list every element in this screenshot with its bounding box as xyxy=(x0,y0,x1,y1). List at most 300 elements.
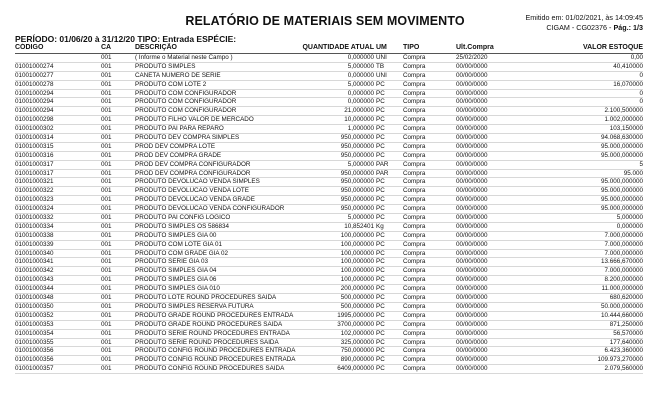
cell-quantidade: 950,000000 xyxy=(340,205,374,213)
cell-um: PC xyxy=(376,294,385,302)
cell-codigo: 01001000294 xyxy=(15,98,54,106)
cell-descricao: PRODUTO COM CONFIGURADOR xyxy=(135,89,237,97)
cell-descricao: PRODUTO SERIE GIA 03 xyxy=(135,258,209,266)
cell-valor-estoque: 2.079,560000 xyxy=(604,365,643,373)
cell-quantidade: 100,000000 xyxy=(340,258,374,266)
cell-tipo: Compra xyxy=(403,196,426,204)
table-row xyxy=(15,134,643,143)
cell-valor-estoque: 6.423,360000 xyxy=(604,347,643,355)
page-number: Pág.: 1/3 xyxy=(613,23,643,32)
cell-codigo: 01001000321 xyxy=(15,178,54,186)
cell-quantidade: 0,000000 xyxy=(347,89,374,97)
cell-ca: 001 xyxy=(101,125,112,133)
cell-valor-estoque: 0 xyxy=(639,89,643,97)
cell-tipo: Compra xyxy=(403,98,426,106)
cell-quantidade: 5,000000 xyxy=(347,214,374,222)
cell-ca: 001 xyxy=(101,249,112,257)
cell-ca: 001 xyxy=(101,285,112,293)
cell-quantidade: 102,000000 xyxy=(340,329,374,337)
cell-codigo: 01001000356 xyxy=(15,356,54,364)
cell-quantidade: 21,000000 xyxy=(344,107,374,115)
table-row xyxy=(15,214,643,223)
cell-ca: 001 xyxy=(101,98,112,106)
cell-descricao: PRODUTO COM CONFIGURADOR xyxy=(135,98,237,106)
cell-ult-compra: 00/00/0000 xyxy=(456,365,488,373)
report-title: RELATÓRIO DE MATERIAIS SEM MOVIMENTO xyxy=(185,14,465,28)
cell-quantidade: 750,000000 xyxy=(340,347,374,355)
table-row xyxy=(15,312,643,321)
cell-valor-estoque: 95.000,000000 xyxy=(600,196,643,204)
cell-descricao: PRODUTO SIMPLES GIA 04 xyxy=(135,267,217,275)
table-row xyxy=(15,250,643,259)
cell-ca: 001 xyxy=(101,80,112,88)
cell-ca: 001 xyxy=(101,116,112,124)
cell-ult-compra: 00/00/0000 xyxy=(456,276,488,284)
cell-ult-compra: 00/00/0000 xyxy=(456,160,488,168)
cell-ca: 001 xyxy=(101,231,112,239)
cell-tipo: Compra xyxy=(403,240,426,248)
cell-ca: 001 xyxy=(101,294,112,302)
cell-um: PC xyxy=(376,205,385,213)
cell-um: PC xyxy=(376,338,385,346)
cell-valor-estoque: 0,000000 xyxy=(616,222,643,230)
cell-ult-compra: 00/00/0000 xyxy=(456,62,488,70)
cell-descricao: PRODUTO SIMPLES GIA 010 xyxy=(135,285,220,293)
cell-ca: 001 xyxy=(101,329,112,337)
cell-um: PC xyxy=(376,142,385,150)
cell-valor-estoque: 103,150000 xyxy=(609,125,643,133)
cell-tipo: Compra xyxy=(403,62,426,70)
cell-valor-estoque: 5,000000 xyxy=(616,214,643,222)
table-row xyxy=(15,170,643,179)
table-row xyxy=(15,267,643,276)
table-row xyxy=(15,241,643,250)
cell-valor-estoque: 11.000,000000 xyxy=(601,285,643,293)
table-row xyxy=(15,116,643,125)
cell-ca: 001 xyxy=(101,187,112,195)
cell-codigo: 01001000352 xyxy=(15,311,54,319)
cell-codigo: 01001000323 xyxy=(15,196,54,204)
cell-um: PC xyxy=(376,311,385,319)
cell-ult-compra: 00/00/0000 xyxy=(456,187,488,195)
cell-ult-compra: 00/00/0000 xyxy=(456,240,488,248)
cell-um: PC xyxy=(376,329,385,337)
cell-um: PC xyxy=(376,356,385,364)
cell-quantidade: 950,000000 xyxy=(340,134,374,142)
cell-tipo: Compra xyxy=(403,276,426,284)
cell-tipo: Compra xyxy=(403,294,426,302)
cell-valor-estoque: 95.000,000000 xyxy=(600,178,643,186)
cell-valor-estoque: 0,00 xyxy=(630,54,643,61)
cell-descricao: PRODUTO SERIE ROUND PROCEDURES ENTRADA xyxy=(135,329,290,337)
cell-descricao: PRODUTO CONFIG ROUND PROCEDURES ENTRADA xyxy=(135,356,296,364)
table-row xyxy=(15,54,643,63)
cell-tipo: Compra xyxy=(403,311,426,319)
header-quantidade: QUANTIDADE ATUAL xyxy=(302,44,374,51)
cell-ca: 001 xyxy=(101,178,112,186)
table-row xyxy=(15,303,643,312)
cell-tipo: Compra xyxy=(403,329,426,337)
system-code: CIGAM - CG02376 - xyxy=(546,23,614,32)
header-ult-compra: Ult.Compra xyxy=(456,44,494,51)
cell-quantidade: 10,000000 xyxy=(344,116,374,124)
cell-tipo: Compra xyxy=(403,320,426,328)
cell-descricao: PRODUTO SIMPLES GIA 00 xyxy=(135,231,217,239)
period-filter: PERÍODO: 01/06/20 à 31/12/20 TIPO: Entrada ESPÉCIE: xyxy=(15,34,237,44)
cell-ult-compra: 00/00/0000 xyxy=(456,71,488,79)
cell-quantidade: 1,000000 xyxy=(347,125,374,133)
header-valor-estoque: VALOR ESTOQUE xyxy=(582,44,643,51)
cell-descricao: PRODUTO COM GRADE GIA 02 xyxy=(135,249,228,257)
cell-codigo: 01001000356 xyxy=(15,347,54,355)
table-body xyxy=(15,54,643,374)
cell-ca: 001 xyxy=(101,267,112,275)
cell-quantidade: 10,852401 xyxy=(344,222,374,230)
cell-descricao: PRODUTO GRADE ROUND PROCEDURES ENTRADA xyxy=(135,311,294,319)
cell-um: PC xyxy=(376,125,385,133)
cell-ca: 001 xyxy=(101,320,112,328)
table-row xyxy=(15,223,643,232)
table-row xyxy=(15,258,643,267)
cell-ult-compra: 00/00/0000 xyxy=(456,151,488,159)
cell-codigo: 01001000348 xyxy=(15,294,54,302)
cell-um: PC xyxy=(376,187,385,195)
cell-ult-compra: 00/00/0000 xyxy=(456,214,488,222)
header-tipo: TIPO xyxy=(403,44,420,51)
cell-descricao: PRODUTO DEV COMPRA SIMPLES xyxy=(135,134,240,142)
cell-descricao: PRODUTO DEVOLUCAO VENDA SIMPLES xyxy=(135,178,260,186)
cell-um: Kg xyxy=(376,222,384,230)
cell-ca: 001 xyxy=(101,169,112,177)
cell-valor-estoque: 0 xyxy=(639,71,643,79)
cell-quantidade: 100,000000 xyxy=(340,276,374,284)
cell-codigo: 01001000340 xyxy=(15,249,54,257)
cell-um: TB xyxy=(376,62,385,70)
cell-ult-compra: 00/00/0000 xyxy=(456,302,488,310)
cell-tipo: Compra xyxy=(403,107,426,115)
cell-um: PC xyxy=(376,231,385,239)
cell-codigo: 01001000294 xyxy=(15,107,54,115)
table-row xyxy=(15,339,643,348)
cell-ca: 001 xyxy=(101,160,112,168)
cell-ult-compra: 00/00/0000 xyxy=(456,178,488,186)
cell-quantidade: 950,000000 xyxy=(340,169,374,177)
cell-ca: 001 xyxy=(101,338,112,346)
cell-ult-compra: 00/00/0000 xyxy=(456,231,488,239)
table-row xyxy=(15,330,643,339)
cell-valor-estoque: 95.000,000000 xyxy=(600,187,643,195)
table-row xyxy=(15,187,643,196)
cell-um: PC xyxy=(376,178,385,186)
cell-valor-estoque: 7.000,000000 xyxy=(604,267,643,275)
cell-um: PC xyxy=(376,258,385,266)
cell-descricao: PRODUTO SIMPLES GIA 06 xyxy=(135,276,217,284)
cell-descricao: PRODUTO FILHO VALOR DE MERCADO xyxy=(135,116,254,124)
cell-codigo: 01001000324 xyxy=(15,205,54,213)
cell-tipo: Compra xyxy=(403,365,426,373)
cell-descricao: CANETA NUMERO DE SERIE xyxy=(135,71,221,79)
cell-tipo: Compra xyxy=(403,258,426,266)
cell-valor-estoque: 109.973,270000 xyxy=(597,356,643,364)
cell-ult-compra: 00/00/0000 xyxy=(456,329,488,337)
cell-quantidade: 5,000000 xyxy=(347,62,374,70)
table-row xyxy=(15,161,643,170)
cell-codigo: 01001000353 xyxy=(15,320,54,328)
cell-um: PC xyxy=(376,89,385,97)
cell-um: PC xyxy=(376,365,385,373)
cell-codigo: 01001000274 xyxy=(15,62,54,70)
cell-quantidade: 100,000000 xyxy=(340,249,374,257)
cell-ult-compra: 00/00/0000 xyxy=(456,89,488,97)
cell-um: PC xyxy=(376,302,385,310)
table-row xyxy=(15,63,643,72)
cell-ult-compra: 00/00/0000 xyxy=(456,80,488,88)
table-row xyxy=(15,90,643,99)
cell-um: PAR xyxy=(376,160,389,168)
cell-um: PC xyxy=(376,347,385,355)
cell-quantidade: 950,000000 xyxy=(340,142,374,150)
cell-quantidade: 200,000000 xyxy=(340,285,374,293)
cell-um: PC xyxy=(376,116,385,124)
cell-valor-estoque: 50.000,000000 xyxy=(600,302,643,310)
cell-codigo: 01001000322 xyxy=(15,187,54,195)
cell-codigo: 01001000315 xyxy=(15,142,54,150)
cell-um: PC xyxy=(376,98,385,106)
cell-quantidade: 5,000000 xyxy=(347,80,374,88)
cell-codigo: 01001000334 xyxy=(15,222,54,230)
cell-codigo: 01001000302 xyxy=(15,125,54,133)
cell-descricao: PRODUTO SIMPLES OS 586834 xyxy=(135,222,230,230)
cell-tipo: Compra xyxy=(403,151,426,159)
cell-ca: 001 xyxy=(101,151,112,159)
cell-ult-compra: 00/00/0000 xyxy=(456,267,488,275)
cell-descricao: PROD DEV COMPRA CONFIGURADOR xyxy=(135,160,251,168)
cell-valor-estoque: 10.444,660000 xyxy=(600,311,643,319)
cell-codigo: 01001000357 xyxy=(15,365,54,373)
cell-codigo: 01001000316 xyxy=(15,151,54,159)
table-row xyxy=(15,143,643,152)
cell-ult-compra: 00/00/0000 xyxy=(456,311,488,319)
cell-descricao: PRODUTO COM LOTE GIA 01 xyxy=(135,240,223,248)
cell-tipo: Compra xyxy=(403,205,426,213)
cell-ca: 001 xyxy=(101,89,112,97)
cell-descricao: PRODUTO COM LOTE 2 xyxy=(135,80,207,88)
cell-descricao: PRODUTO DEVOLUCAO VENDA CONFIGURADOR xyxy=(135,205,285,213)
cell-tipo: Compra xyxy=(403,125,426,133)
cell-tipo: Compra xyxy=(403,249,426,257)
cell-um: PC xyxy=(376,240,385,248)
table-row xyxy=(15,356,643,365)
cell-um: UNI xyxy=(376,54,387,61)
cell-quantidade: 950,000000 xyxy=(340,196,374,204)
cell-quantidade: 0,000000 xyxy=(347,98,374,106)
header-codigo: CÓDIGO xyxy=(15,44,44,51)
cell-ult-compra: 00/00/0000 xyxy=(456,258,488,266)
cell-tipo: Compra xyxy=(403,338,426,346)
cell-ca: 001 xyxy=(101,54,112,61)
cell-codigo: 01001000277 xyxy=(15,71,54,79)
system-and-page xyxy=(546,23,643,32)
cell-tipo: Compra xyxy=(403,187,426,195)
cell-codigo: 01001000354 xyxy=(15,329,54,337)
cell-codigo: 01001000342 xyxy=(15,267,54,275)
cell-descricao: PRODUTO SIMPLES RESERVA FUTURA xyxy=(135,302,254,310)
cell-tipo: Compra xyxy=(403,134,426,142)
cell-descricao: PRODUTO SERIE ROUND PROCEDURES SAIDA xyxy=(135,338,279,346)
table-row xyxy=(15,81,643,90)
cell-valor-estoque: 871,250000 xyxy=(609,320,643,328)
cell-um: PAR xyxy=(376,169,389,177)
table-header xyxy=(15,43,643,54)
table-row xyxy=(15,276,643,285)
cell-codigo: 01001000332 xyxy=(15,214,54,222)
cell-quantidade: 1995,000000 xyxy=(337,311,374,319)
cell-ult-compra: 00/00/0000 xyxy=(456,356,488,364)
cell-quantidade: 890,000000 xyxy=(340,356,374,364)
cell-descricao: PRODUTO COM CONFIGURADOR xyxy=(135,107,237,115)
cell-ult-compra: 00/00/0000 xyxy=(456,294,488,302)
table-row xyxy=(15,107,643,116)
cell-um: PC xyxy=(376,107,385,115)
cell-tipo: Compra xyxy=(403,116,426,124)
cell-descricao: PRODUTO SIMPLES xyxy=(135,62,196,70)
cell-valor-estoque: 680,620000 xyxy=(609,294,643,302)
cell-quantidade: 100,000000 xyxy=(340,240,374,248)
cell-um: PC xyxy=(376,285,385,293)
cell-valor-estoque: 56,570000 xyxy=(613,329,643,337)
cell-ult-compra: 00/00/0000 xyxy=(456,205,488,213)
cell-um: PC xyxy=(376,151,385,159)
cell-ult-compra: 25/02/2020 xyxy=(456,54,488,61)
cell-um: PC xyxy=(376,196,385,204)
cell-tipo: Compra xyxy=(403,89,426,97)
cell-ca: 001 xyxy=(101,62,112,70)
cell-tipo: Compra xyxy=(403,302,426,310)
cell-descricao: PRODUTO CONFIG ROUND PROCEDURES SAIDA xyxy=(135,365,285,373)
cell-ult-compra: 00/00/0000 xyxy=(456,285,488,293)
header-descricao: DESCRIÇÃO xyxy=(135,44,178,51)
table-row xyxy=(15,347,643,356)
cell-ca: 001 xyxy=(101,205,112,213)
cell-quantidade: 950,000000 xyxy=(340,151,374,159)
cell-ult-compra: 00/00/0000 xyxy=(456,134,488,142)
cell-um: PC xyxy=(376,214,385,222)
table-row xyxy=(15,98,643,107)
cell-ult-compra: 00/00/0000 xyxy=(456,320,488,328)
table-row xyxy=(15,285,643,294)
cell-ult-compra: 00/00/0000 xyxy=(456,142,488,150)
cell-codigo: 01001000278 xyxy=(15,80,54,88)
cell-codigo: 01001000339 xyxy=(15,240,54,248)
cell-descricao: PRODUTO DEVOLUCAO VENDA GRADE xyxy=(135,196,255,204)
cell-valor-estoque: 95.000,000000 xyxy=(600,151,643,159)
cell-tipo: Compra xyxy=(403,80,426,88)
header-ca: CA xyxy=(101,44,112,51)
cell-valor-estoque: 5 xyxy=(639,160,643,168)
cell-codigo: 01001000314 xyxy=(15,134,54,142)
cell-valor-estoque: 13.666,670000 xyxy=(600,258,643,266)
cell-descricao: PRODUTO DEVOLUCAO VENDA LOTE xyxy=(135,187,249,195)
cell-valor-estoque: 95.000,000000 xyxy=(600,205,643,213)
cell-tipo: Compra xyxy=(403,285,426,293)
cell-tipo: Compra xyxy=(403,222,426,230)
cell-ult-compra: 00/00/0000 xyxy=(456,222,488,230)
cell-um: PC xyxy=(376,80,385,88)
cell-valor-estoque: 16,070000 xyxy=(613,80,643,88)
cell-ca: 001 xyxy=(101,142,112,150)
cell-quantidade: 100,000000 xyxy=(340,267,374,275)
cell-quantidade: 100,000000 xyxy=(340,231,374,239)
cell-codigo: 01001000294 xyxy=(15,89,54,97)
cell-um: UNI xyxy=(376,71,387,79)
cell-valor-estoque: 94.068,630000 xyxy=(600,134,643,142)
cell-um: PC xyxy=(376,267,385,275)
table-row xyxy=(15,178,643,187)
cell-descricao: PRODUTO PAI PARA REPARO xyxy=(135,125,224,133)
cell-valor-estoque: 95.000,000000 xyxy=(600,142,643,150)
cell-ult-compra: 00/00/0000 xyxy=(456,169,488,177)
cell-valor-estoque: 1.002,000000 xyxy=(604,116,643,124)
cell-descricao: PRODUTO LOTE ROUND PROCEDURES SAIDA xyxy=(135,294,277,302)
cell-ca: 001 xyxy=(101,222,112,230)
cell-quantidade: 5,000000 xyxy=(347,160,374,168)
cell-tipo: Compra xyxy=(403,178,426,186)
cell-valor-estoque: 40,410000 xyxy=(613,62,643,70)
cell-tipo: Compra xyxy=(403,267,426,275)
cell-ca: 001 xyxy=(101,196,112,204)
table-row xyxy=(15,152,643,161)
cell-valor-estoque: 8.200,000000 xyxy=(604,276,643,284)
cell-codigo: 01001000341 xyxy=(15,258,54,266)
cell-ult-compra: 00/00/0000 xyxy=(456,249,488,257)
cell-um: PC xyxy=(376,320,385,328)
cell-descricao: ( Informe o Material neste Campo ) xyxy=(135,54,233,61)
table-row xyxy=(15,232,643,241)
cell-valor-estoque: 7.000,000000 xyxy=(604,249,643,257)
cell-um: PC xyxy=(376,276,385,284)
cell-tipo: Compra xyxy=(403,231,426,239)
table-row xyxy=(15,196,643,205)
cell-valor-estoque: 0 xyxy=(639,98,643,106)
table-row xyxy=(15,205,643,214)
cell-tipo: Compra xyxy=(403,142,426,150)
cell-quantidade: 3700,000000 xyxy=(337,320,374,328)
cell-descricao: PRODUTO GRADE ROUND PROCEDURES SAIDA xyxy=(135,320,283,328)
table-row xyxy=(15,72,643,81)
cell-quantidade: 500,000000 xyxy=(340,302,374,310)
cell-descricao: PRODUTO CONFIG ROUND PROCEDURES ENTRADA xyxy=(135,347,296,355)
cell-tipo: Compra xyxy=(403,71,426,79)
cell-ca: 001 xyxy=(101,107,112,115)
cell-quantidade: 0,000000 xyxy=(347,54,374,61)
table-row xyxy=(15,125,643,134)
cell-ult-compra: 00/00/0000 xyxy=(456,107,488,115)
cell-ca: 001 xyxy=(101,214,112,222)
cell-quantidade: 500,000000 xyxy=(340,294,374,302)
cell-codigo: 01001000317 xyxy=(15,160,54,168)
cell-codigo: 01001000344 xyxy=(15,285,54,293)
cell-descricao: PROD DEV COMPRA LOTE xyxy=(135,142,216,150)
cell-ult-compra: 00/00/0000 xyxy=(456,116,488,124)
cell-um: PC xyxy=(376,134,385,142)
cell-ult-compra: 00/00/0000 xyxy=(456,347,488,355)
cell-um: PC xyxy=(376,249,385,257)
cell-ult-compra: 00/00/0000 xyxy=(456,125,488,133)
table-row xyxy=(15,321,643,330)
cell-valor-estoque: 7.000,000000 xyxy=(604,231,643,239)
cell-descricao: PRODUTO PAI CONFIG LOGICO xyxy=(135,214,231,222)
cell-ult-compra: 00/00/0000 xyxy=(456,338,488,346)
